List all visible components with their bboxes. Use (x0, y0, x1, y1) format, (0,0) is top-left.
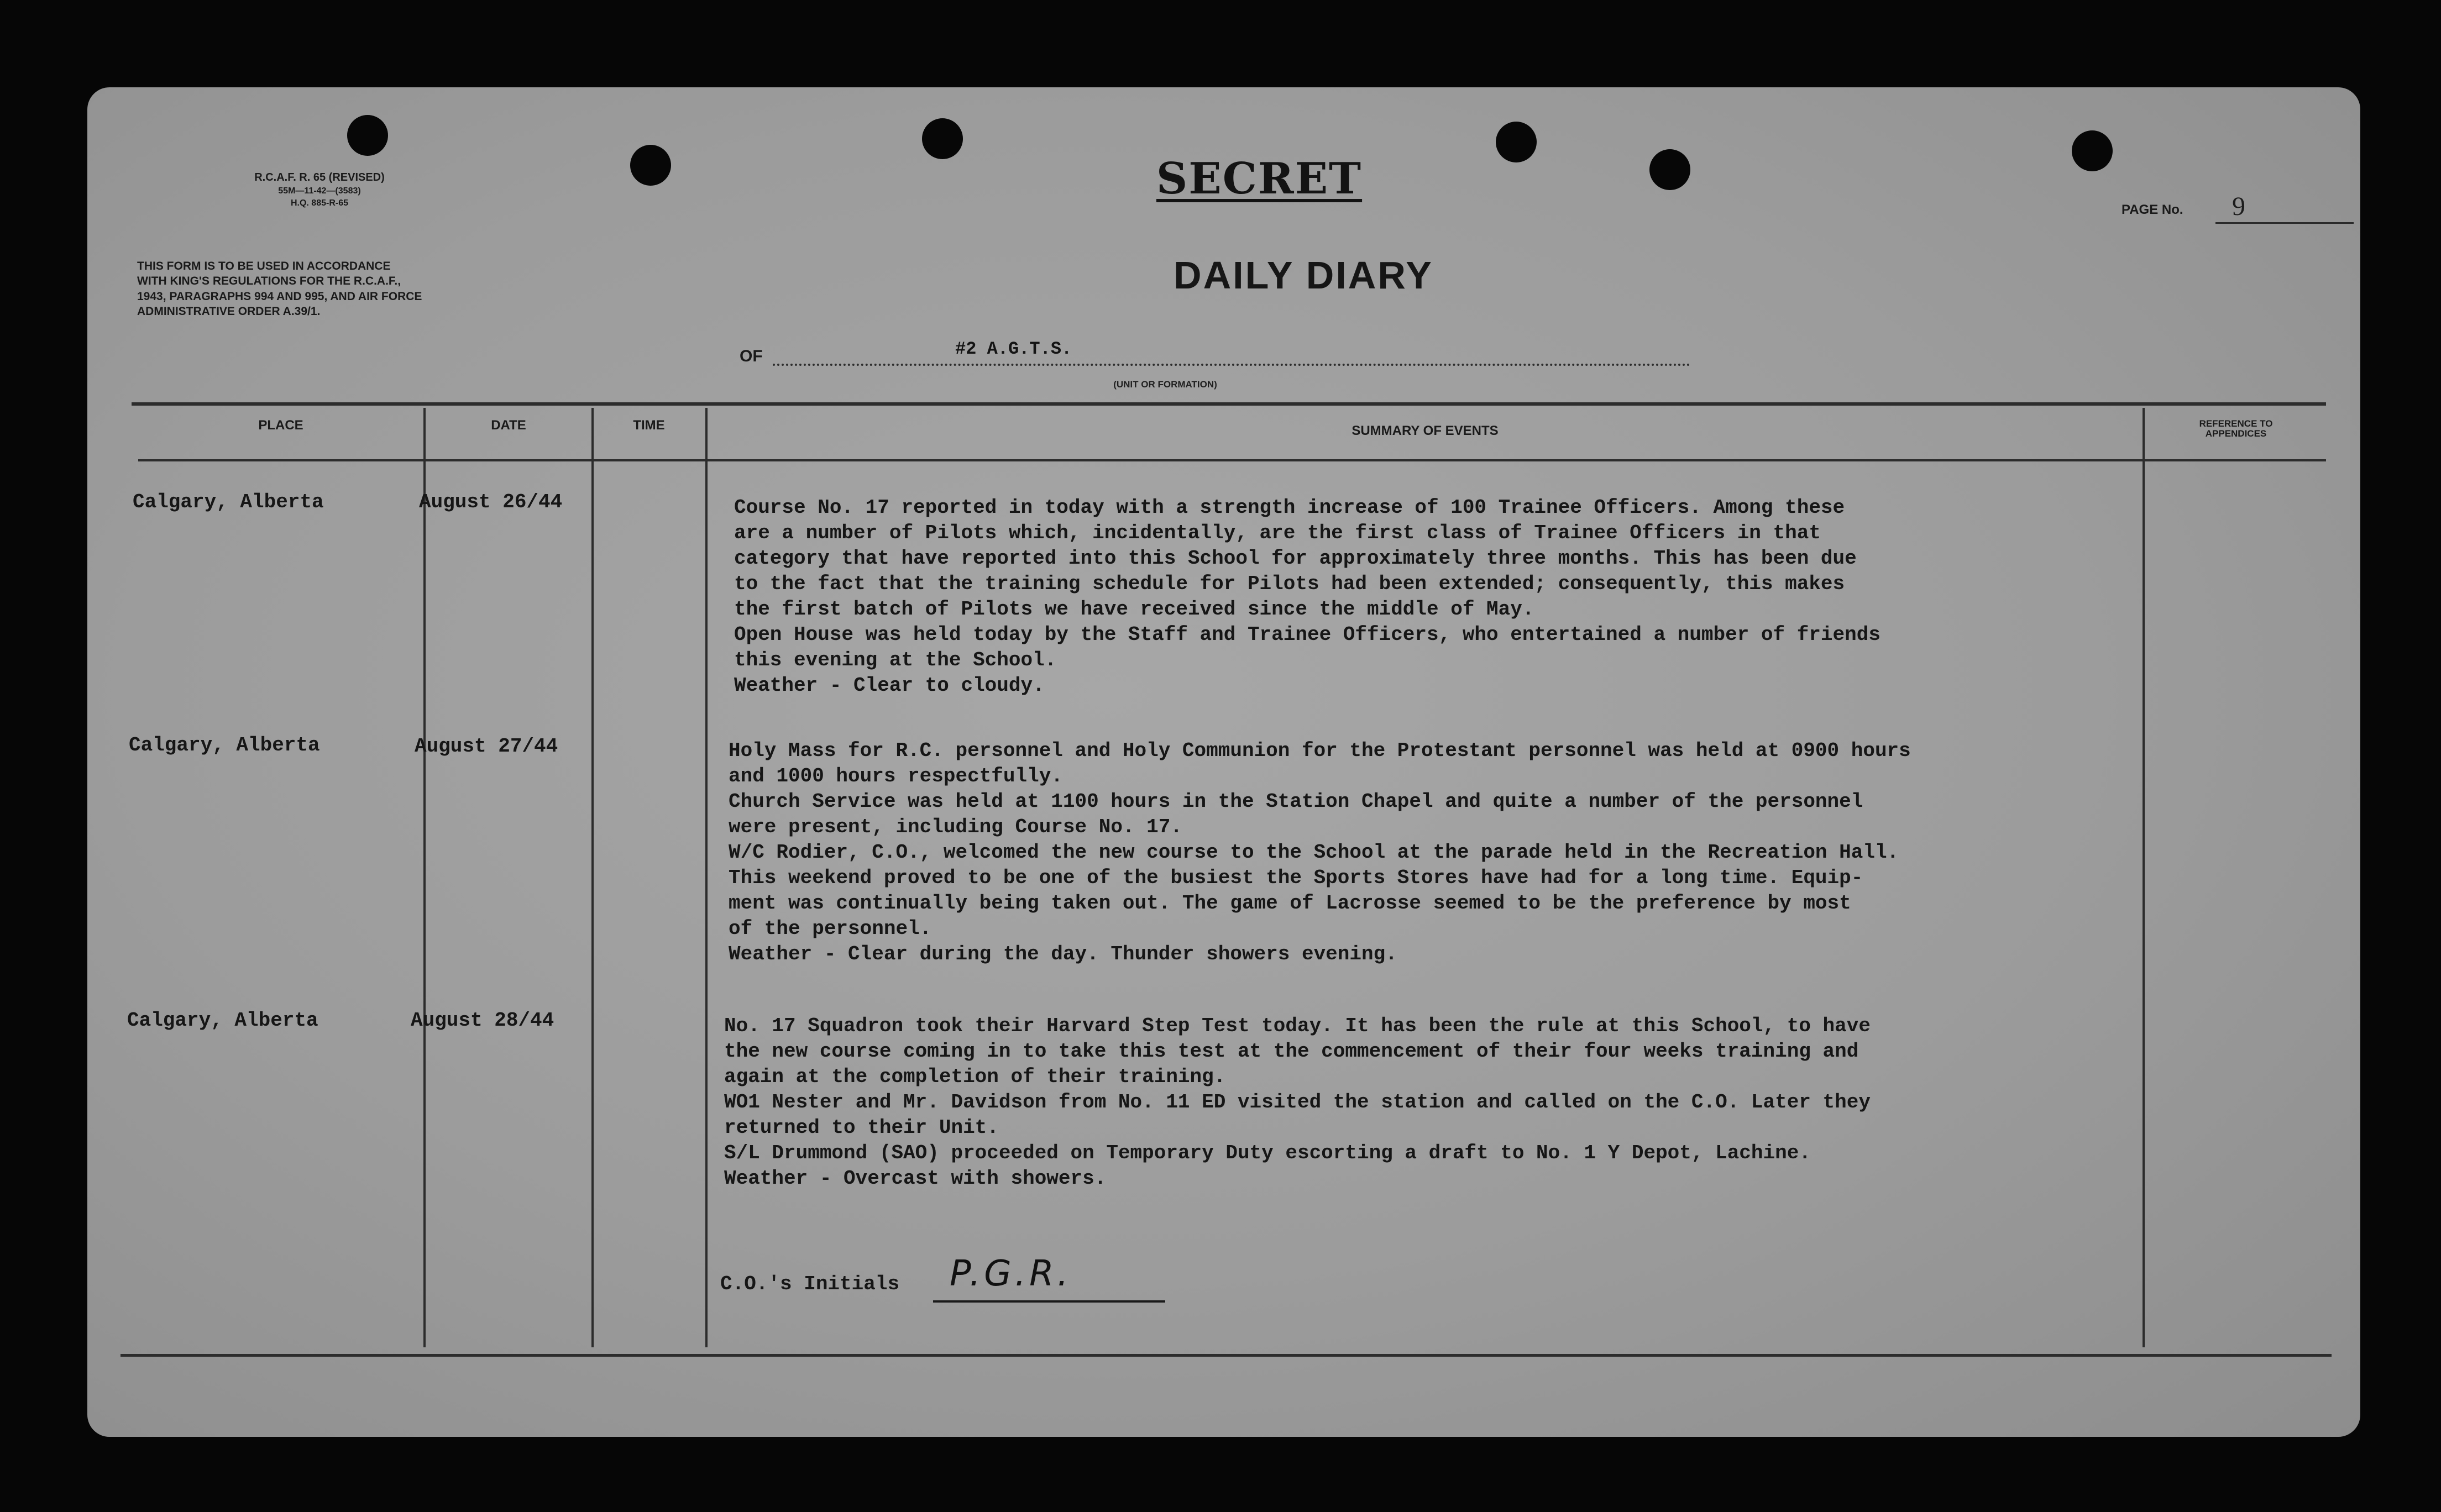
summary-line: Weather - Overcast with showers. (724, 1167, 1107, 1190)
entry-date: August 26/44 (419, 491, 563, 513)
summary-line: the first batch of Pilots we have received since the middle of May. (734, 598, 1534, 621)
instruction-line: THIS FORM IS TO BE USED IN ACCORDANCE (137, 260, 391, 272)
summary-line: this evening at the School. (734, 649, 1057, 671)
entry-place: Calgary, Alberta (133, 491, 324, 513)
summary-line: WO1 Nester and Mr. Davidson from No. 11 ED visited the station and called on the C.O. Later they (724, 1091, 1871, 1114)
entry-summary (729, 738, 1911, 967)
entry-place: Calgary, Alberta (127, 1009, 318, 1032)
page-number-label: PAGE No. (2122, 202, 2183, 217)
form-instructions (137, 259, 557, 319)
binder-hole (2072, 130, 2113, 171)
table-top-rule (132, 402, 2326, 406)
print-code: 55M—11-42—(3583) (278, 186, 361, 196)
reference-header-line: REFERENCE TO (2199, 418, 2273, 429)
entry-summary (724, 1014, 1871, 1191)
summary-line: are a number of Pilots which, incidentally, are the first class of Trainee Officers in that (734, 522, 1821, 544)
unit-caption: (UNIT OR FORMATION) (1113, 379, 1217, 390)
summary-line: This weekend proved to be one of the busiest the Sports Stores have had for a long time. Equip- (729, 867, 1863, 889)
summary-line: Weather - Clear during the day. Thunder showers evening. (729, 943, 1397, 965)
summary-line: again at the completion of their training. (724, 1065, 1226, 1088)
instruction-line: WITH KING'S REGULATIONS FOR THE R.C.A.F., (137, 275, 401, 288)
entry-place: Calgary, Alberta (129, 734, 320, 757)
co-initials-label: C.O.'s Initials (720, 1273, 900, 1295)
summary-line: returned to their Unit. (724, 1116, 999, 1139)
column-divider-place-date (423, 408, 426, 1347)
co-initials-signature: P.G.R. (950, 1253, 1072, 1294)
summary-line: Weather - Clear to cloudy. (734, 674, 1045, 697)
column-header-place: PLACE (258, 418, 303, 433)
summary-line: ment was continually being taken out. The game of Lacrosse seemed to be the preference by most (729, 892, 1851, 915)
summary-line: W/C Rodier, C.O., welcomed the new course to the School at the parade held in the Recreation Hall. (729, 841, 1899, 864)
column-header-time: TIME (633, 418, 665, 433)
reference-header-line: APPENDICES (2205, 428, 2267, 439)
summary-line: and 1000 hours respectfully. (729, 765, 1063, 788)
binder-hole (1649, 149, 1690, 190)
summary-line: to the fact that the training schedule for Pilots had been extended; consequently, this makes (734, 573, 1845, 595)
instruction-line: 1943, PARAGRAPHS 994 AND 995, AND AIR FORCE (137, 290, 422, 303)
column-header-summary: SUMMARY OF EVENTS (1352, 423, 1499, 438)
summary-line: the new course coming in to take this test at the commencement of their four weeks training and (724, 1040, 1859, 1063)
summary-line: Open House was held today by the Staff and Trainee Officers, who entertained a number of friends (734, 623, 1880, 646)
classification-stamp: SECRET (1156, 154, 1363, 204)
hq-code: H.Q. 885-R-65 (290, 198, 349, 208)
summary-line: Church Service was held at 1100 hours in the Station Chapel and quite a number of the personnel (729, 790, 1863, 813)
page-number-line (2215, 222, 2354, 224)
column-header-reference (2145, 419, 2327, 439)
of-label: OF (740, 347, 763, 365)
summary-line: category that have reported into this School for approximately three months. This has been due (734, 547, 1857, 570)
unit-name: #2 A.G.T.S. (955, 339, 1072, 359)
page-title: DAILY DIARY (1174, 254, 1433, 297)
entry-date: August 28/44 (411, 1009, 554, 1032)
column-divider-time-summary (705, 408, 708, 1347)
binder-hole (630, 145, 671, 186)
entry-date: August 27/44 (415, 735, 558, 758)
page-number-value: 9 (2232, 192, 2245, 221)
table-bottom-rule (121, 1354, 2332, 1357)
instruction-line: ADMINISTRATIVE ORDER A.39/1. (137, 305, 321, 318)
co-initials-underline (933, 1300, 1165, 1303)
summary-line: were present, including Course No. 17. (729, 816, 1182, 838)
column-header-date: DATE (491, 418, 526, 433)
binder-hole (347, 115, 388, 156)
summary-line: Holy Mass for R.C. personnel and Holy Communion for the Protestant personnel was held at 0900 hours (729, 739, 1911, 762)
binder-hole (1496, 122, 1537, 162)
summary-line: S/L Drummond (SAO) proceeded on Temporary Duty escorting a draft to No. 1 Y Depot, Lachine. (724, 1142, 1811, 1164)
summary-line: Course No. 17 reported in today with a strength increase of 100 Trainee Officers. Among these (734, 496, 1845, 519)
column-divider-summary-reference (2143, 408, 2145, 1347)
diary-page (87, 87, 2360, 1437)
column-divider-date-time (591, 408, 594, 1347)
binder-hole (922, 118, 963, 159)
summary-line: of the personnel. (729, 917, 932, 940)
form-identification (154, 170, 485, 209)
form-number: R.C.A.F. R. 65 (REVISED) (254, 171, 385, 183)
header-bottom-rule (138, 459, 2326, 461)
entry-summary (734, 495, 1880, 699)
summary-line: No. 17 Squadron took their Harvard Step Test today. It has been the rule at this School, to have (724, 1015, 1871, 1037)
unit-dotted-line (773, 364, 1690, 366)
